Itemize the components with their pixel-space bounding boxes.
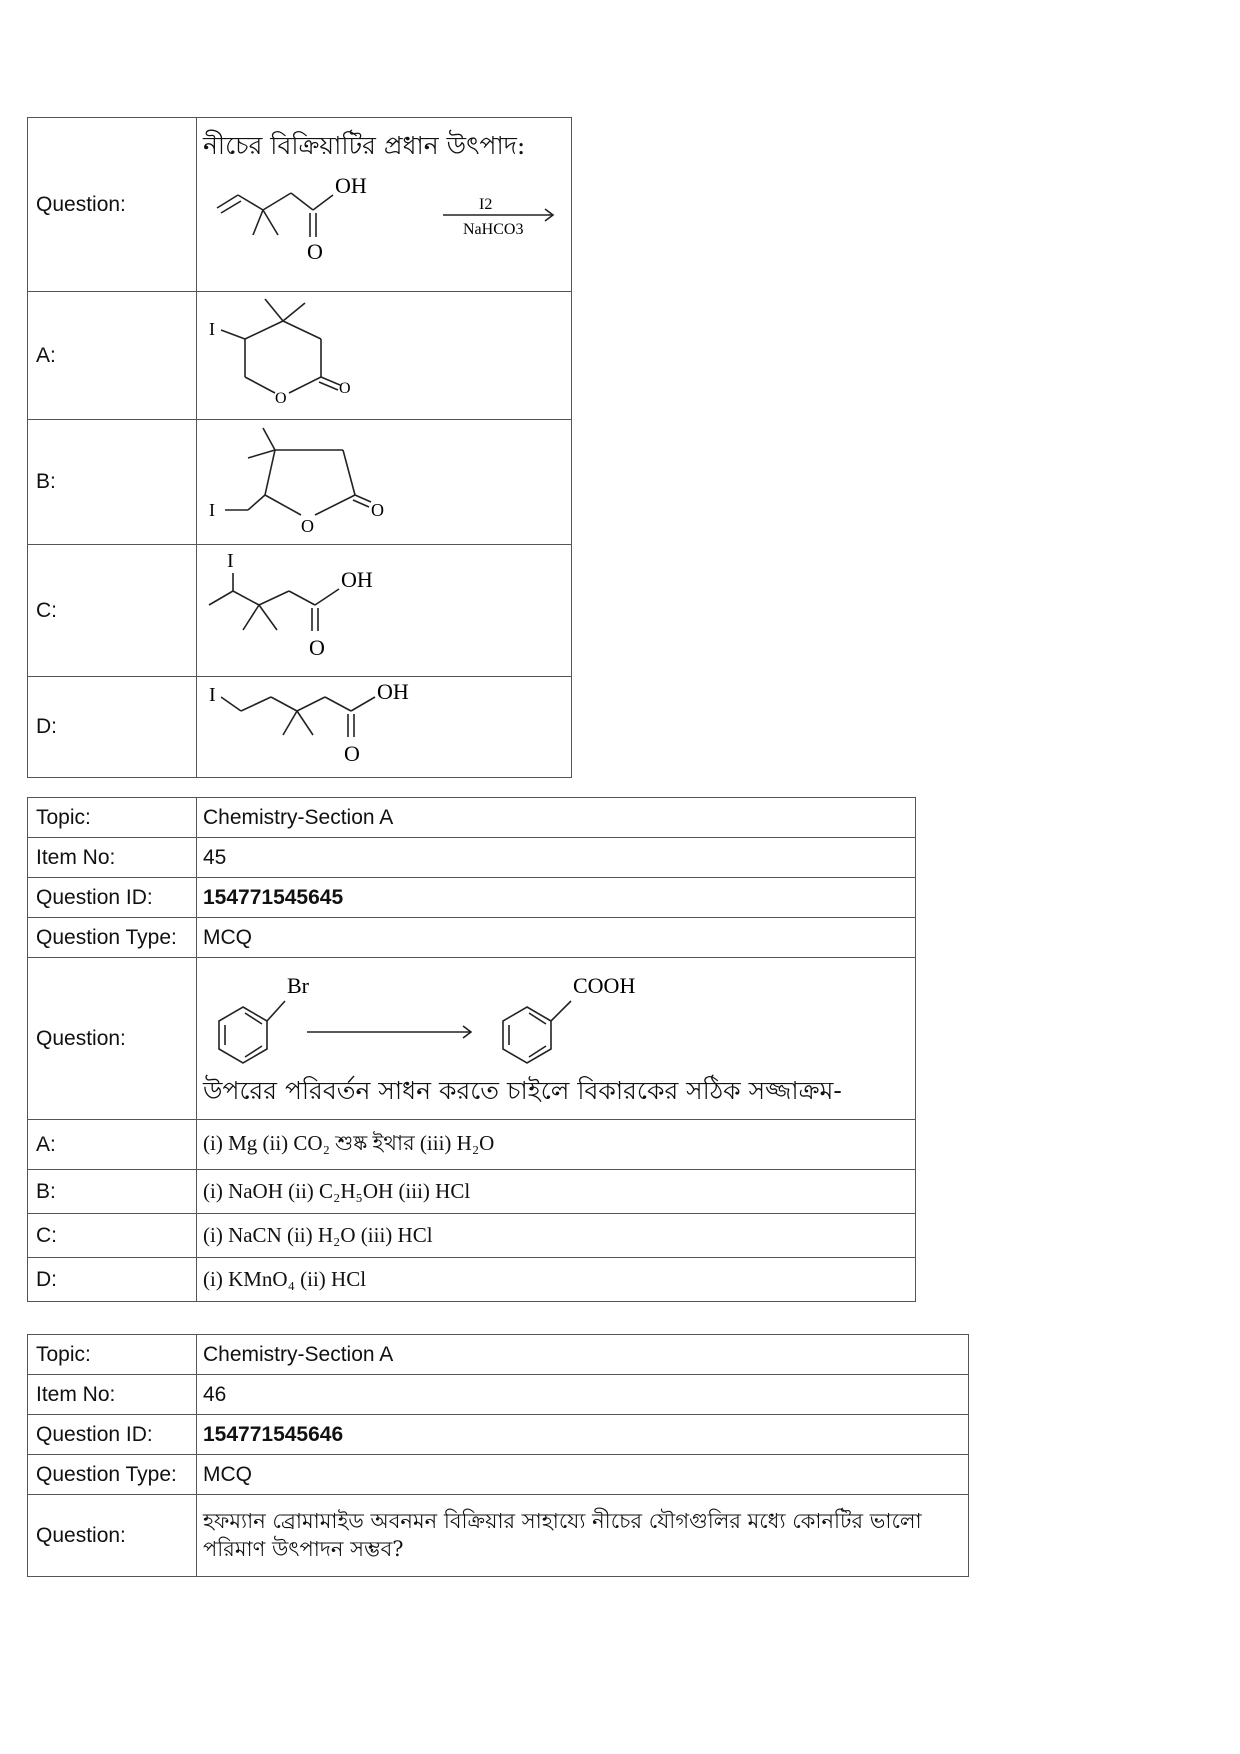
question-label: Question: <box>28 958 197 1120</box>
option-c-structure <box>197 545 572 677</box>
question-type-value: MCQ <box>197 1455 969 1495</box>
reagent-bottom: NaHCO3 <box>463 220 524 238</box>
question-46-table <box>27 1334 969 1577</box>
question-cell <box>197 958 916 1120</box>
item-no-label: Item No: <box>28 1375 197 1415</box>
option-a-label: A: <box>28 1120 197 1170</box>
option-c-text: (i) NaCN (ii) H₂O (iii) HCl <box>197 1214 916 1258</box>
svg-text:OH: OH <box>377 679 409 704</box>
option-b-label: B: <box>28 1170 197 1214</box>
item-no-value: 46 <box>197 1375 969 1415</box>
benzoic-acid-structure <box>503 973 635 1063</box>
option-c-label: C: <box>28 1214 197 1258</box>
svg-text:O: O <box>307 238 323 264</box>
svg-text:OH: OH <box>335 172 367 198</box>
topic-value: Chemistry-Section A <box>197 1335 969 1375</box>
option-b-label: B: <box>28 420 197 545</box>
question-type-label: Question Type: <box>28 918 197 958</box>
bromobenzene-structure <box>219 973 310 1063</box>
question-type-label: Question Type: <box>28 1455 197 1495</box>
question-text: হফম্যান ব্রোমামাইড অবনমন বিক্রিয়ার সাহায্যে নীচের যৌগগুলির মধ্যে কোনটির ভালো পরিমাণ উৎপাদন সম্ভব? <box>197 1495 969 1577</box>
svg-text:O: O <box>309 635 325 660</box>
svg-text:I: I <box>209 684 216 706</box>
option-d-label: D: <box>28 677 197 778</box>
svg-text:O: O <box>339 379 351 397</box>
item-no-label: Item No: <box>28 838 197 878</box>
conversion-scheme <box>203 969 653 1069</box>
svg-text:Br: Br <box>287 973 309 999</box>
question-44-table <box>27 117 572 778</box>
svg-text:O: O <box>344 741 360 766</box>
question-text: নীচের বিক্রিয়াটির প্রধান উৎপাদ: <box>203 131 526 161</box>
reaction-scheme <box>203 163 573 273</box>
question-id-label: Question ID: <box>28 878 197 918</box>
question-text: উপরের পরিবর্তন সাধন করতে চাইলে বিকারকের সঠিক সজ্জাক্রম- <box>203 1076 842 1106</box>
option-c-label: C: <box>28 545 197 677</box>
option-b-structure <box>197 420 572 545</box>
svg-text:OH: OH <box>341 567 373 592</box>
topic-label: Topic: <box>28 1335 197 1375</box>
question-cell <box>197 118 572 292</box>
question-45-table <box>27 797 916 1302</box>
option-d-structure <box>197 677 572 778</box>
reagent-top: I2 <box>479 195 493 213</box>
svg-text:I: I <box>209 500 215 520</box>
question-type-value: MCQ <box>197 918 916 958</box>
option-d-label: D: <box>28 1258 197 1302</box>
question-id-value: 154771545646 <box>197 1415 969 1455</box>
question-id-value: 154771545645 <box>197 878 916 918</box>
question-label: Question: <box>28 1495 197 1577</box>
question-id-label: Question ID: <box>28 1415 197 1455</box>
question-label: Question: <box>28 118 197 292</box>
reactant-structure <box>217 173 367 264</box>
svg-text:O: O <box>275 389 287 407</box>
svg-text:O: O <box>301 516 314 536</box>
item-no-value: 45 <box>197 838 916 878</box>
option-d-text: (i) KMnO₄ (ii) HCl <box>197 1258 916 1302</box>
svg-text:COOH: COOH <box>573 973 636 999</box>
option-a-label: A: <box>28 292 197 420</box>
topic-label: Topic: <box>28 798 197 838</box>
option-b-text: (i) NaOH (ii) C₂H₅OH (iii) HCl <box>197 1170 916 1214</box>
option-a-structure <box>197 292 572 420</box>
option-a-text: (i) Mg (ii) CO₂ শুষ্ক ইথার (iii) H₂O <box>197 1120 916 1170</box>
svg-text:I: I <box>227 550 234 572</box>
topic-value: Chemistry-Section A <box>197 798 916 838</box>
svg-text:I: I <box>209 318 215 339</box>
svg-text:O: O <box>371 500 384 520</box>
